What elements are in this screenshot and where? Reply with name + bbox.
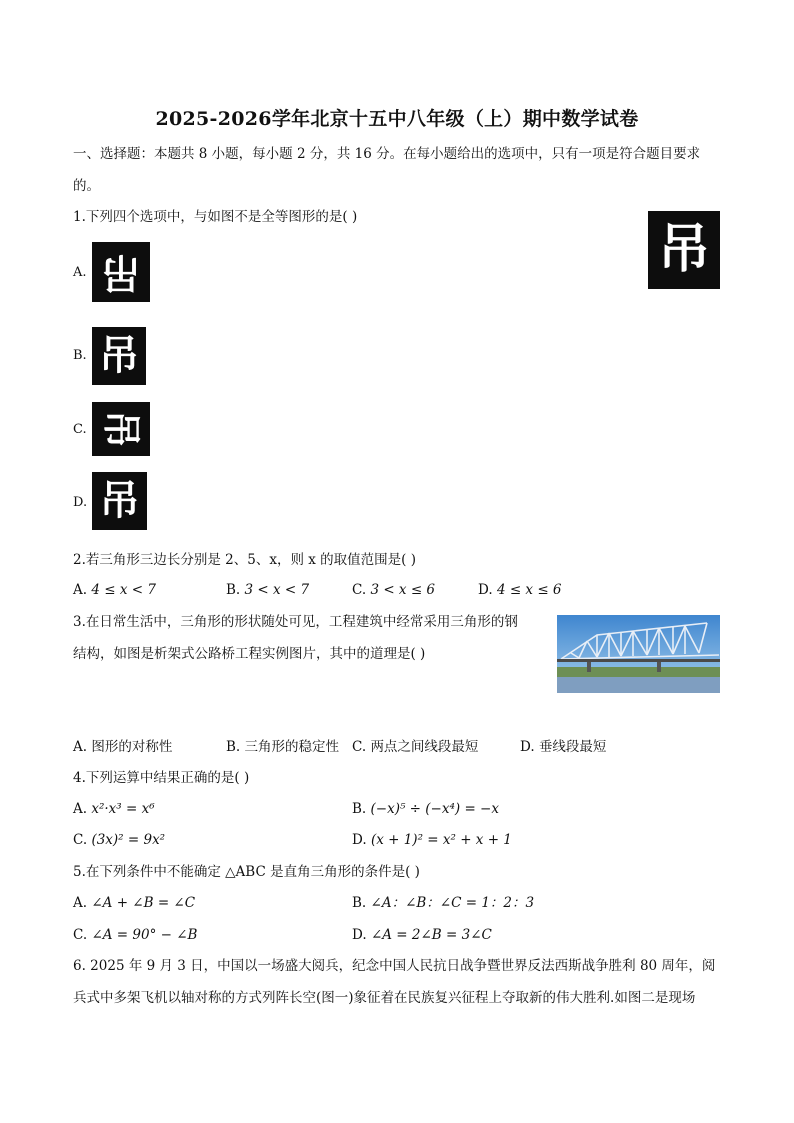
q1-option-c-label: C. (73, 422, 87, 437)
q3-option-d-label: D. (520, 739, 535, 755)
q1-stem: 1.下列四个选项中，与如图不是全等图形的是( ) (73, 209, 358, 225)
q4-option-c-text: (3x)² = 9x² (91, 832, 166, 848)
q3-option-c-text: 两点之间线段最短 (370, 739, 479, 755)
q5-option-b-text: ∠A：∠B：∠C = 1：2：3 (370, 895, 535, 911)
q4-option-a-label: A. (73, 801, 88, 817)
q2-option-d-label: D. (478, 582, 493, 598)
q5-stem: 5.在下列条件中不能确定 △ABC 是直角三角形的条件是( ) (73, 864, 420, 880)
q4-option-c (73, 830, 165, 850)
q1-option-d-glyph: 吊 (99, 477, 140, 524)
q2-stem: 2.若三角形三边长分别是 2、5、x，则 x 的取值范围是( ) (73, 552, 416, 568)
q3-option-a-text: 图形的对称性 (91, 739, 173, 755)
q3-stem-line1: 3.在日常生活中，三角形的形状随处可见，工程建筑中经常采用三角形的钢 (73, 614, 518, 630)
q2-option-a-text: 4 ≤ x < 7 (91, 582, 156, 598)
q1-option-d-figure (92, 472, 147, 530)
q2-option-d-text: 4 ≤ x ≤ 6 (496, 582, 562, 598)
q4-option-d (352, 830, 512, 850)
q5-option-d (352, 925, 492, 945)
q1-reference-figure (648, 211, 720, 289)
q4-option-c-label: C. (73, 832, 88, 848)
q1-option-b-figure (92, 327, 146, 385)
q6-stem-line1: 6. 2025 年 9 月 3 日，中国以一场盛大阅兵，纪念中国人民抗日战争暨世界反法西斯战争胜利 80 周年，阅 (73, 958, 716, 974)
q3-option-c (352, 737, 478, 757)
q1-option-a-label: A. (73, 265, 87, 280)
q6-stem-line2: 兵式中多架飞机以轴对称的方式列阵长空(图一)象征着在民族复兴征程上夺取新的伟大胜利.如图二是现场 (73, 990, 696, 1006)
q4-stem: 4.下列运算中结果正确的是( ) (73, 770, 250, 786)
q1-option-d-label: D. (73, 495, 88, 510)
q3-option-a (73, 737, 172, 757)
q3-option-b-text: 三角形的稳定性 (244, 739, 340, 755)
q1-option-b-glyph: 吊 (99, 332, 139, 379)
q5-option-c (73, 925, 197, 945)
q2-option-b (226, 580, 309, 600)
q2-option-b-text: 3 < x < 7 (244, 582, 310, 598)
q5-option-d-text: ∠A = 2∠B = 3∠C (370, 927, 492, 943)
q5-option-a-text: ∠A + ∠B = ∠C (91, 895, 196, 911)
q4-option-b (352, 799, 499, 819)
q5-option-b (352, 893, 534, 913)
q1-option-a-glyph: 吊 (101, 249, 141, 296)
q3-option-b (226, 737, 339, 757)
q4-option-a (73, 799, 155, 819)
q5-option-d-label: D. (352, 927, 367, 943)
q2-option-c-label: C. (352, 582, 367, 598)
q4-option-b-label: B. (352, 801, 367, 817)
q3-option-d-text: 垂线段最短 (538, 739, 607, 755)
q1-option-c-glyph: 吊 (98, 409, 144, 449)
q5-option-a-label: A. (73, 895, 88, 911)
q3-stem-line2: 结构，如图是析架式公路桥工程实例图片，其中的道理是( ) (73, 646, 426, 662)
q3-option-d (520, 737, 606, 757)
q2-option-b-label: B. (226, 582, 241, 598)
q1-option-a-figure (92, 242, 150, 302)
q2-option-c-text: 3 < x ≤ 6 (370, 582, 436, 598)
page-title: 2025-2026学年北京十五中八年级（上）期中数学试卷 (155, 108, 639, 130)
q3-option-b-label: B. (226, 739, 241, 755)
q5-option-a (73, 893, 195, 913)
q2-option-c (352, 580, 435, 600)
q3-option-a-label: A. (73, 739, 88, 755)
truss-bridge-illustration (557, 615, 720, 693)
q4-option-a-text: x²·x³ = x⁶ (91, 801, 155, 817)
q4-option-d-label: D. (352, 832, 367, 848)
truss-bridge-photo (557, 615, 720, 693)
q1-option-c-figure (92, 402, 150, 456)
q2-option-a (73, 580, 156, 600)
q5-option-b-label: B. (352, 895, 367, 911)
q4-option-b-text: (−x)⁵ ÷ (−x⁴) = −x (370, 801, 499, 817)
q5-option-c-text: ∠A = 90° − ∠B (91, 927, 198, 943)
q4-option-d-text: (x + 1)² = x² + x + 1 (370, 832, 512, 848)
q2-option-d (478, 580, 562, 600)
q1-option-b-label: B. (73, 348, 87, 363)
section-heading-line2: 的。 (73, 178, 100, 194)
q3-option-c-label: C. (352, 739, 367, 755)
q5-option-c-label: C. (73, 927, 88, 943)
q2-option-a-label: A. (73, 582, 88, 598)
section-heading-line1: 一、选择题：本题共 8 小题，每小题 2 分，共 16 分。在每小题给出的选项中，只有一项是符合题目要求 (73, 146, 701, 162)
q1-reference-glyph: 吊 (657, 219, 710, 280)
